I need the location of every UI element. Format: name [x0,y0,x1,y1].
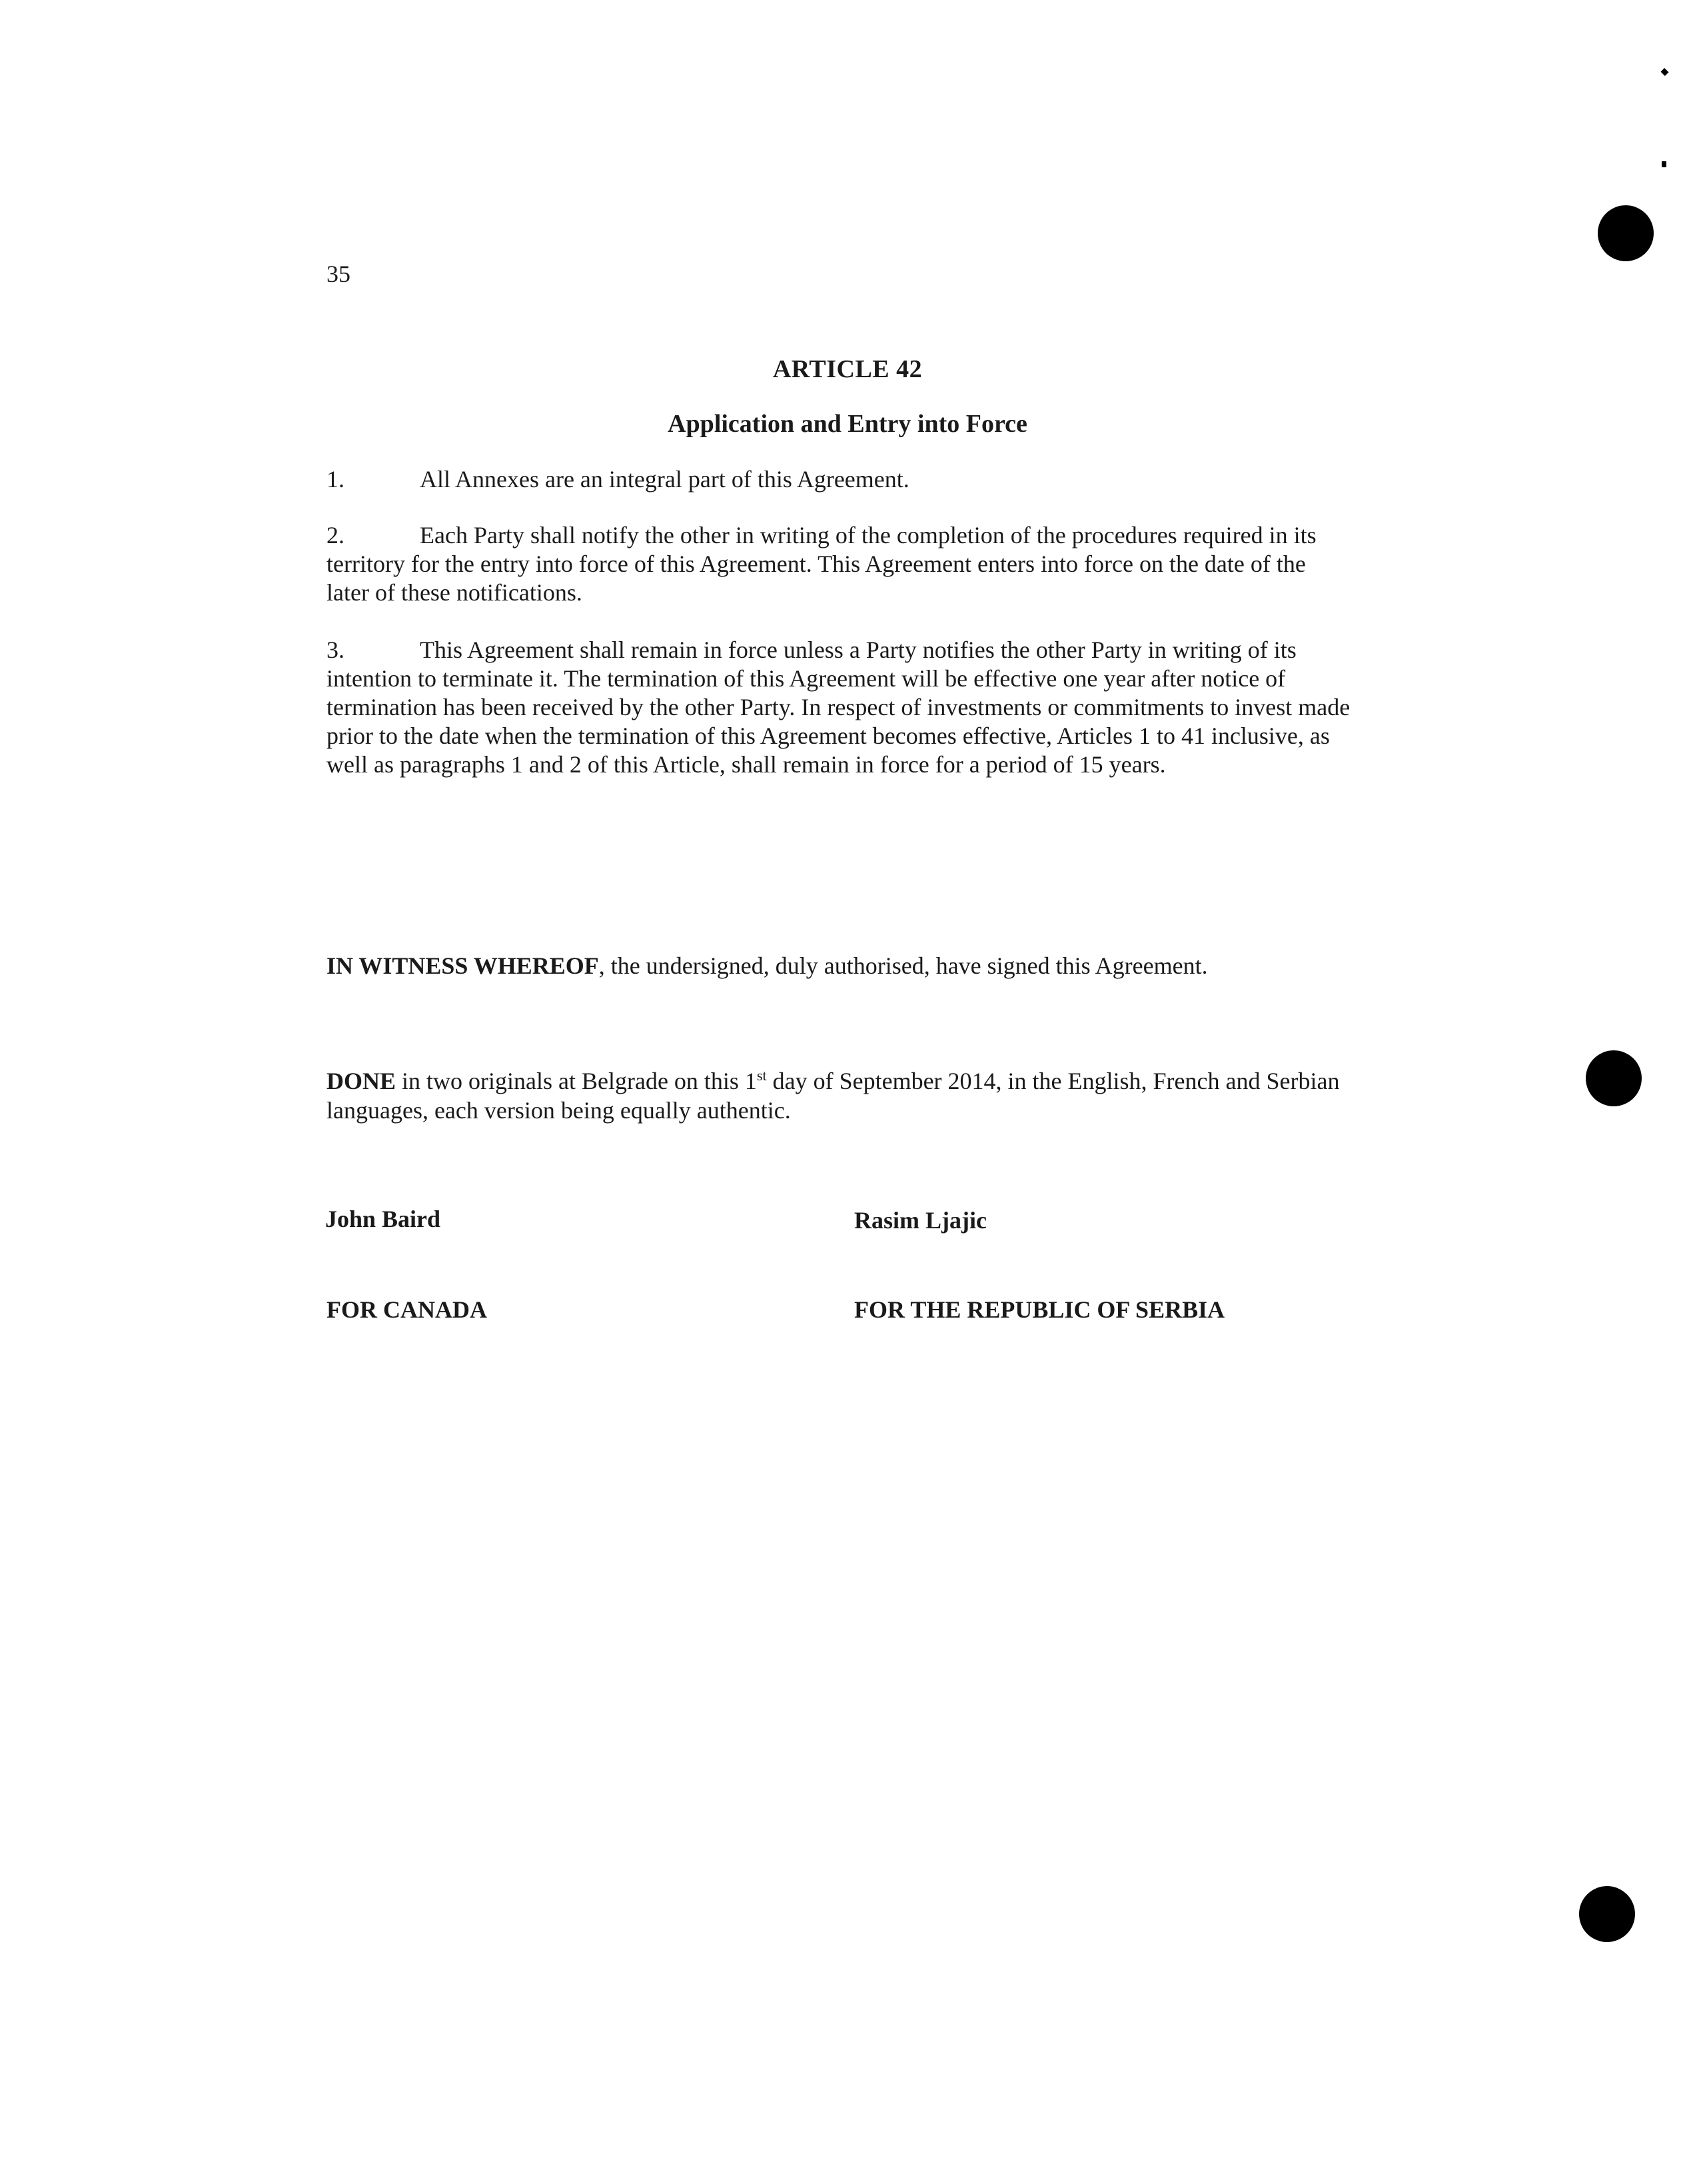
done-text-start: in two originals at Belgrade on this 1 [396,1068,757,1094]
signatory-name-canada: John Baird [325,1206,441,1232]
witness-text: , the undersigned, duly authorised, have signed this Agreement. [598,952,1208,979]
punch-hole-middle [1586,1050,1642,1106]
paragraph-number: 3. [326,636,344,663]
paragraph-text: All Annexes are an integral part of this Agreement. [420,466,909,493]
punch-hole-top [1598,205,1654,261]
done-text-end: day of September 2014, in the English, French and Serbian languages, each version being equally authentic. [326,1068,1340,1124]
punch-hole-bottom [1579,1886,1635,1942]
article-heading: ARTICLE 42 [772,355,923,383]
paragraph-text-first-line: This Agreement shall remain in force unless a Party notifies the other Party in writing of [420,636,1268,663]
page-number: 35 [326,261,350,287]
scan-speck [1662,161,1666,167]
paragraph-text-rest: in its territory for the entry into force of this Agreement. This Agreement enters into force on the date of the later of these notifications. [326,522,1317,606]
article-subheading: Application and Entry into Force [668,410,1027,438]
paragraph-text-first-line: Each Party shall notify the other in writing of the completion of the procedures required [420,522,1263,548]
ordinal-suffix: st [756,1067,767,1084]
paragraph-text-rest: its intention to terminate it. The termination of this Agreement will be effective one year after notice of termination has been received by the other Party. In respect of investments or commitments to invest made prior to the date when the termination of this Agreement becomes effective, Articles 1 to 41 inclusive, as well as paragraphs 1 and 2 of this Article, shall remain in force for a period of 15 years. [326,636,1351,778]
signatory-name-serbia: Rasim Ljajic [854,1207,987,1234]
signatory-party-canada: FOR CANADA [326,1296,487,1323]
witness-lead: IN WITNESS WHEREOF [326,952,599,979]
done-lead: DONE [326,1068,396,1094]
paragraph-number: 2. [326,522,344,548]
paragraph-2 [326,521,1353,607]
done-clause [326,1061,1353,1125]
paragraph-3 [326,636,1353,779]
paragraph-number: 1. [326,466,344,493]
scan-speck [1660,68,1668,76]
paragraph-1 [326,465,1353,494]
signatory-party-serbia: FOR THE REPUBLIC OF SERBIA [854,1296,1225,1323]
witness-clause [326,952,1459,980]
